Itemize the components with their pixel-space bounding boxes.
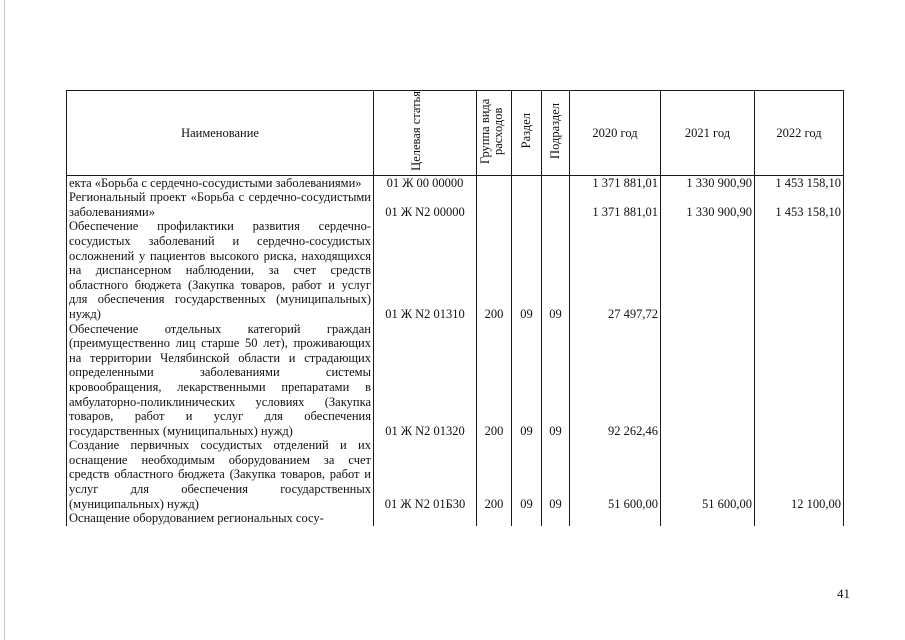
row-2020: 92 262,46 [570,322,661,439]
row-subsection [542,175,570,190]
row-subsection: 09 [542,219,570,321]
row-2021 [661,322,755,439]
row-name: екта «Борьба с сердечно-сосудистыми заболеваниями» [67,175,374,190]
row-name: Обеспечение отдельных категорий граждан (преимущественно лиц старше 50 лет), проживающих на территории Челябинской области и страдающих определенными заболеваниями системы кровообращения, лекарственными препаратами в амбулаторно-поликлинических условиях (Закупка товаров, работ и услуг для обеспечения государственных (муниципальных) нужд) [67,322,374,439]
row-2022 [755,322,844,439]
row-group: 200 [477,438,512,511]
row-section: 09 [512,219,542,321]
row-2022: 1 453 158,10 [755,175,844,190]
row-section [512,175,542,190]
row-2020: 1 371 881,01 [570,190,661,219]
row-name: Оснащение оборудованием региональных сосу- [67,511,374,526]
row-2020: 51 600,00 [570,438,661,511]
table-row [67,322,844,439]
row-article: 01 Ж 00 00000 [374,175,477,190]
row-2021: 1 330 900,90 [661,175,755,190]
row-subsection: 09 [542,322,570,439]
row-article: 01 Ж N2 01Б30 [374,438,477,511]
row-group [477,511,512,526]
row-2020: 1 371 881,01 [570,175,661,190]
table-row [67,219,844,321]
row-article: 01 Ж N2 01310 [374,219,477,321]
row-section: 09 [512,322,542,439]
row-group [477,175,512,190]
table-row [67,190,844,219]
row-name: Обеспечение профилактики развития сердечно-сосудистых заболеваний и сердечно-сосудистых осложнений у пациентов высокого риска, находящихся на диспансерном наблюдении, за счет средств областного бюджета (Закупка товаров, работ и услуг для обеспечения государственных (муниципальных) нужд) [67,219,374,321]
header-expense-group: Группа вида расходов [477,91,512,176]
row-2020 [570,511,661,526]
row-section [512,190,542,219]
row-section [512,511,542,526]
row-section: 09 [512,438,542,511]
row-2021 [661,219,755,321]
row-article: 01 Ж N2 00000 [374,190,477,219]
header-name: Наименование [67,91,374,176]
row-2021: 1 330 900,90 [661,190,755,219]
row-subsection [542,511,570,526]
row-subsection: 09 [542,438,570,511]
header-section: Раздел [512,91,542,176]
row-2020: 27 497,72 [570,219,661,321]
page-number: 41 [837,586,850,601]
header-2020: 2020 год [570,91,661,176]
row-article [374,511,477,526]
row-2021: 51 600,00 [661,438,755,511]
row-name: Создание первичных сосудистых отделений и их оснащение необходимым оборудованием за счет средств областного бюджета (Закупка товаров, работ и услуг для обеспечения государственных (муниципальных) нужд) [67,438,374,511]
row-group: 200 [477,219,512,321]
row-group [477,190,512,219]
row-2022 [755,219,844,321]
row-article: 01 Ж N2 01320 [374,322,477,439]
header-2021: 2021 год [661,91,755,176]
row-group: 200 [477,322,512,439]
row-name: Региональный проект «Борьба с сердечно-сосудистыми заболеваниями» [67,190,374,219]
table-row [67,438,844,511]
table-row [67,511,844,526]
table-row [67,175,844,190]
header-subsection: Подраздел [542,91,570,176]
header-2022: 2022 год [755,91,844,176]
row-subsection [542,190,570,219]
row-2022 [755,511,844,526]
row-2022: 1 453 158,10 [755,190,844,219]
row-2022: 12 100,00 [755,438,844,511]
budget-table [66,90,844,526]
header-target-article: Целевая статья [374,91,477,176]
row-2021 [661,511,755,526]
table-header-row [67,91,844,176]
